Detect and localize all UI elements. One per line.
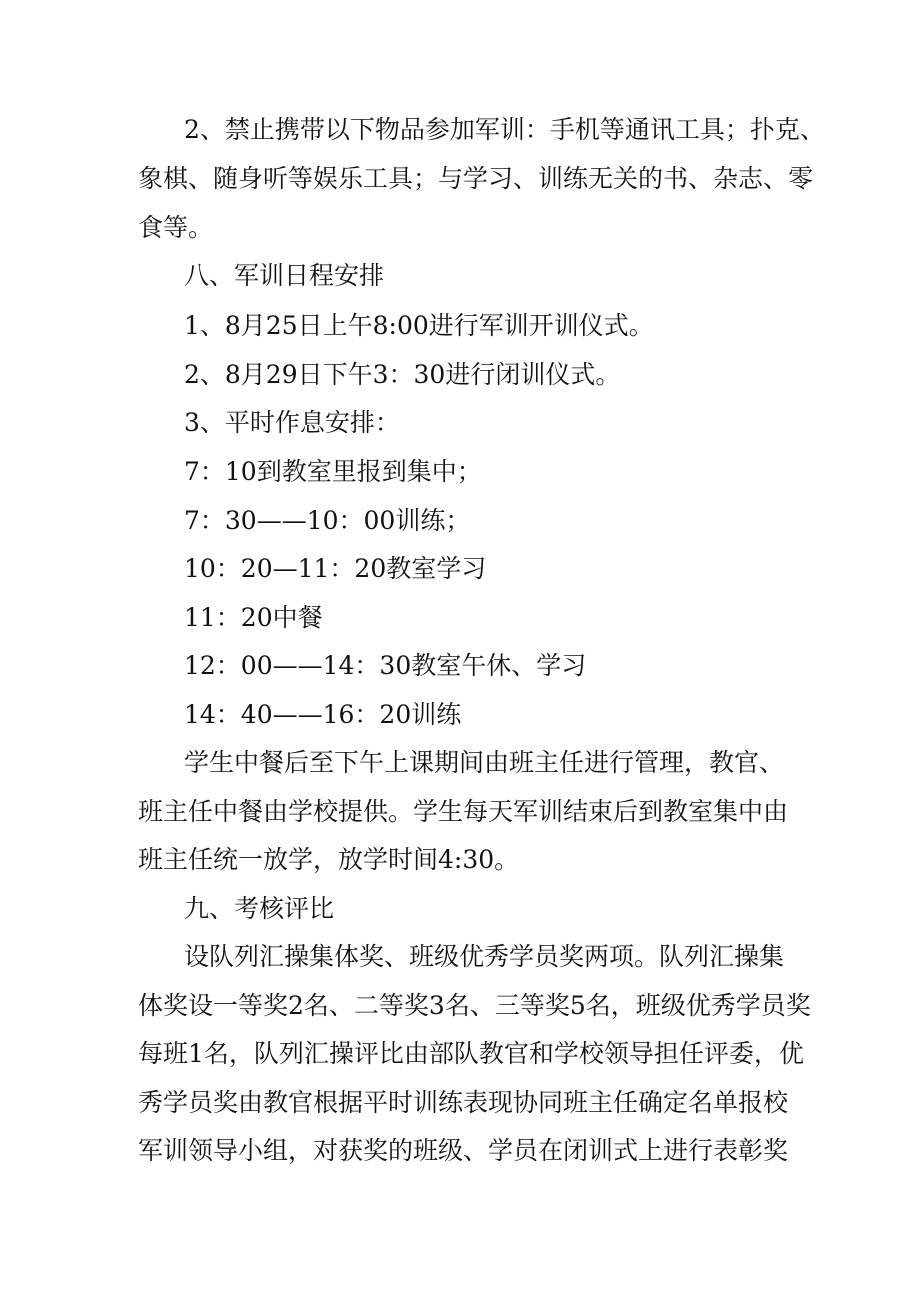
paragraph-line-9: 每班1名，队列汇操评比由部队教官和学校领导担任评委，优	[138, 1039, 804, 1068]
section-heading-assessment: 九、考核评比	[184, 894, 335, 923]
schedule-item-closing: 2、8月29日下午3：30进行闭训仪式。	[184, 360, 621, 389]
paragraph-line-3: 食等。	[138, 213, 214, 242]
paragraph-line-11: 军训领导小组，对获奖的班级、学员在闭训式上进行表彰奖	[138, 1136, 789, 1165]
schedule-item-routine: 3、平时作息安排：	[184, 408, 400, 437]
routine-line-5: 12：00——14：30教室午休、学习	[184, 651, 587, 680]
section-heading-schedule: 八、军训日程安排	[184, 261, 385, 290]
paragraph-line-2: 象棋、随身听等娱乐工具；与学习、训练无关的书、杂志、零	[138, 164, 814, 193]
paragraph-line-10: 秀学员奖由教官根据平时训练表现协同班主任确定名单报校	[138, 1088, 789, 1117]
paragraph-line-4: 学生中餐后至下午上课期间由班主任进行管理，教官、	[184, 748, 785, 777]
routine-line-3: 10：20—11：20教室学习	[184, 554, 487, 583]
paragraph-line-6: 班主任统一放学，放学时间4:30。	[138, 845, 520, 874]
paragraph-line-8: 体奖设一等奖2名、二等奖3名、三等奖5名，班级优秀学员奖	[138, 991, 811, 1020]
routine-line-2: 7：30——10：00训练；	[184, 506, 471, 535]
routine-line-6: 14：40——16：20训练	[184, 700, 462, 729]
routine-line-1: 7：10到教室里报到集中；	[184, 457, 482, 486]
schedule-item-opening: 1、8月25日上午8:00进行军训开训仪式。	[184, 311, 654, 340]
routine-line-4: 11：20中餐	[184, 603, 323, 632]
paragraph-line-5: 班主任中餐由学校提供。学生每天军训结束后到教室集中由	[138, 797, 789, 826]
paragraph-line-7: 设队列汇操集体奖、班级优秀学员奖两项。队列汇操集	[184, 942, 785, 971]
paragraph-line-1: 2、禁止携带以下物品参加军训：手机等通讯工具；扑克、	[184, 115, 825, 144]
